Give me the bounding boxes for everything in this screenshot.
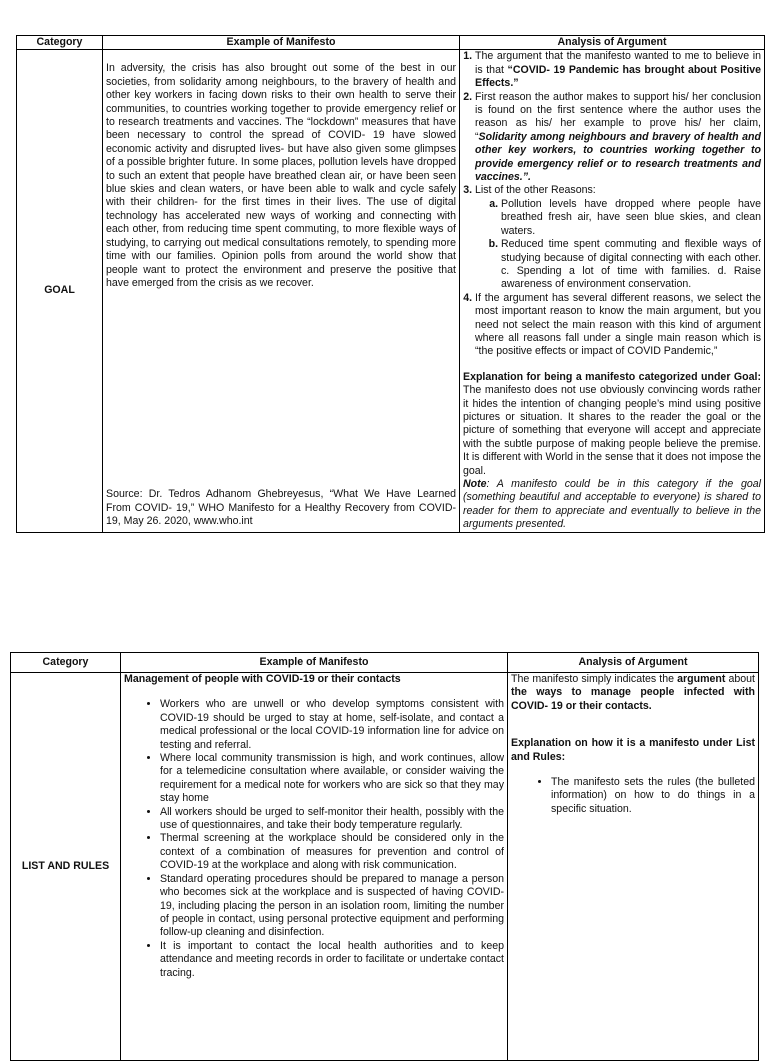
header-category: Category [11,653,121,673]
header-analysis: Analysis of Argument [460,36,765,50]
rules-list [124,698,504,980]
list-item: • It is important to contact the local health authorities and to keep attendance and meeting records in order to facilitate or undertake contact tracing. [160,940,504,980]
list-item: 2. First reason the author makes to support his/ her conclusion is found on the first sentence where the author uses the reason as his/ her example to prove his/ her claim, “Solidarity among neighbours and bravery of health and other key workers, to countries working together to provide emergency relief or to research treatments and vaccines.”. [475,91,761,185]
list-item: • Where local community transmission is high, and work continues, allow for a telemedicine consultation where available, or consider waiving the requirement for a medical note for workers who are sick so that they may stay home [160,752,504,806]
table-row [17,50,765,532]
list-item: • Thermal screening at the workplace should be considered only in the context of a combination of measures for prevention and control of COVID-19 at the workplace and along with risk communication. [160,832,504,872]
header-analysis: Analysis of Argument [508,653,759,673]
example-cell [121,673,508,1061]
note-paragraph: Note: A manifesto could be in this category if the goal (something beautiful and acceptable to everyone) is shared to reader for them to appreciate and eventually to believe in the arguments presented. [463,478,761,531]
header-category: Category [17,36,103,50]
explanation-heading: Explanation on how it is a manifesto under List and Rules: [511,737,755,763]
analysis-cell [460,50,765,532]
list-item: • The manifesto sets the rules (the bulleted information) on how to do things in a specific situation. [551,776,755,816]
header-example: Example of Manifesto [103,36,460,50]
list-item: • All workers should be urged to self-monitor their health, possibly with the use of questionnaires, and take their body temperature regularly. [160,806,504,833]
example-cell [103,50,460,532]
goal-table [16,35,765,533]
table-header-row [11,653,759,673]
analysis-list [463,50,761,358]
list-item: 3. List of the other Reasons: a. Pollution levels have dropped where people have breathed fresh air, have seen blue skies, and clean waters. b. Reduced time spent commuting and flexible ways of studying because of digital connecting with each other. c. Spending a lot of time with families. d. Raise awareness of environment conservation. [475,184,761,291]
analysis-cell [508,673,759,1061]
explanation-list [511,776,755,816]
explanation-paragraph: Explanation for being a manifesto categorized under Goal: The manifesto does not use obviously convincing words rather it hides the intention of changing people’s mind using positive pictures or situation. It shares to the reader the goal or the picture of something that everyone will accept and appreciate with the subtle purpose of making people believe the premise. It is different with World in the sense that it does not impose the goal. [463,370,761,477]
analysis-intro: The manifesto simply indicates the argument about the ways to manage people infected with COVID- 19 or their contacts. [511,673,755,712]
example-title: Management of people with COVID-19 or their contacts [124,673,401,685]
list-item: a. Pollution levels have dropped where people have breathed fresh air, have seen blue skies, and clean waters. [501,198,761,238]
list-item: b. Reduced time spent commuting and flexible ways of studying because of digital connecting with each other. c. Spending a lot of time with families. d. Raise awareness of environment conservation. [501,238,761,292]
table-header-row [17,36,765,50]
table-row [11,673,759,1061]
example-text: In adversity, the crisis has also brought out some of the best in our societies, from solidarity among neighbours, to the bravery of health and other key workers in facing down risks to their own health to serve their communities, to countries working together to provide emergency relief or to research treatments and vaccines. The “lockdown” measures that have been necessary to control the spread of COVID- 19 have slowed economic activity and disrupted lives- but have also given some glimpses of a possible brighter future. In some places, pollution levels have dropped to such an extent that people have breathed clean air, or have been seen blue skies and clean waters, or have been able to walk and cycle safely with their children- for the first times in their lives. The use of digital technology has accelerated new ways of working and connecting with each other, from reducing time spent commuting, to more flexible ways of studying, to carrying out medical consultations remotely, to spending more time with our families. Opinion polls from around the world show that people want to protect the environment and preserve the positive that have emerged from the crisis as we recover. [106,62,456,289]
reasons-sublist [475,198,761,292]
category-cell: GOAL [17,50,103,532]
list-item: • Standard operating procedures should be prepared to manage a person who becomes sick at the workplace and is suspected of having COVID-19, including placing the person in an isolation room, limiting the number of people in contact, using personal protective equipment and performing follow-up cleaning and disinfection. [160,873,504,940]
list-item: 1. The argument that the manifesto wanted to me to believe in is that “COVID- 19 Pandemic has brought about Positive Effects.” [475,50,761,90]
list-and-rules-table [10,652,759,1061]
category-cell: LIST AND RULES [11,673,121,1061]
list-item: • Workers who are unwell or who develop symptoms consistent with COVID-19 should be urged to stay at home, self-isolate, and contact a medical professional or the local COVID-19 information line for advice on testing and referral. [160,698,504,752]
list-item: 4. If the argument has several different reasons, we select the most important reason to know the main argument, but you need not select the main reason with this kind of argument where all reasons fall under a single main reason which is “the positive effects or impact of COVID Pandemic,” [475,292,761,359]
source-citation: Source: Dr. Tedros Adhanom Ghebreyesus, “What We Have Learned From COVID- 19,” WHO Manifesto for a Healthy Recovery from COVID- 19, May 26. 2020, www.who.int [106,488,456,528]
header-example: Example of Manifesto [121,653,508,673]
